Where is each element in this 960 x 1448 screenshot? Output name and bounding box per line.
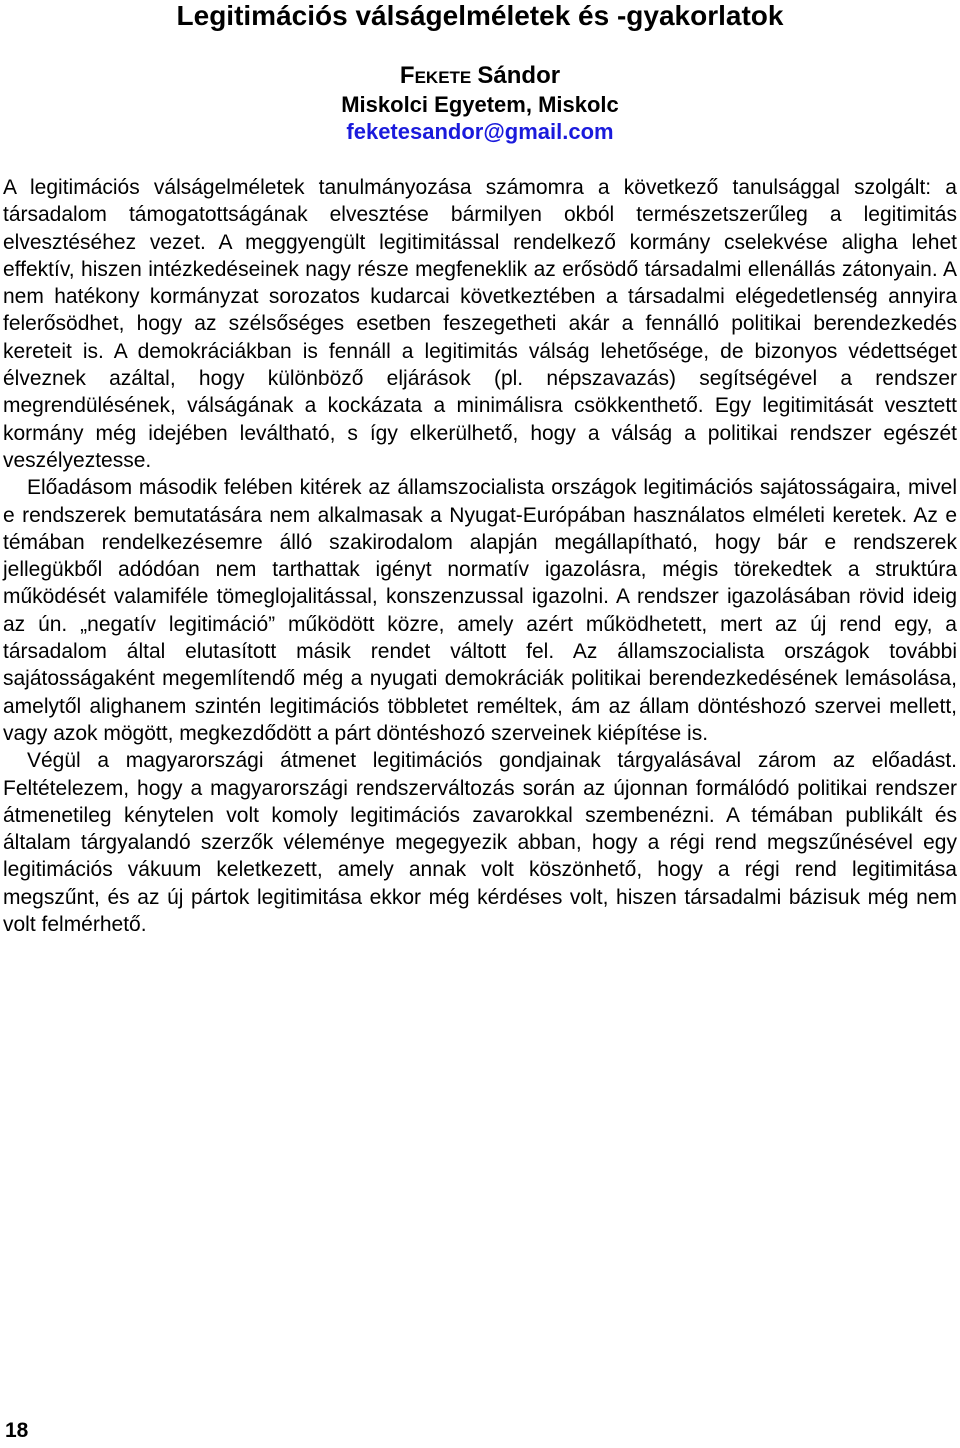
author-email-link[interactable]: feketesandor@gmail.com <box>346 119 614 144</box>
author-surname-rest: EKETE <box>414 68 472 87</box>
author-affiliation: Miskolci Egyetem, Miskolc <box>341 92 619 117</box>
abstract-body <box>3 174 957 938</box>
paragraph-1: A legitimációs válságelméletek tanulmányozása számomra a következő tanulsággal szolgált: a társadalom támogatottságának elvesztése bármilyen okból természetszerűleg a legitimitás elvesztéséhez vezet. A meggyengült legitimitással rendelkező kormány cselekvése aligha lehet effektív, hiszen intézkedéseinek nagy része megfeneklik az erősödő társadalmi ellenállás zátonyain. A nem hatékony kormányzat sorozatos kudarcai következtében a társadalmi elégedetlenség annyira felerősödhet, hogy az szélsőséges esetben feszegetheti akár a fennálló politikai berendezkedés kereteit is. A demokráciákban is fennáll a legitimitás válság lehetősége, de bizonyos védettséget élveznek azáltal, hogy különböző eljárások (pl. népszavazás) segítségével a rendszer megrendülésének, válságának a kockázata a minimálisra csökkenthető. Egy legitimitását vesztett kormány még idejében leváltható, s így elkerülhető, hogy a válság a politikai rendszer egészét veszélyeztesse. <box>3 176 957 472</box>
paragraph-2: Előadásom második felében kitérek az államszocialista országok legitimációs sajátosságaira, mivel e rendszerek bemutatására nem alkalmasak a Nyugat-Európában használatos elméleti keretek. Az e témában rendelkezésemre álló szakirodalom alapján megállapítható, hogy bár e rendszerek jellegükből adódóan nem tarthattak igényt normatív igazolásra, mégis törekedtek a struktúra működését valamiféle tömeglojalitással, konszenzussal igazolni. A rendszer igazolásában rövid ideig az ún. „negatív legitimáció” működött közre, amely azért működhetett, mert az új rend egy, a társadalom által elutasított másik rendet váltott fel. Az államszocialista országok további sajátosságaként megemlítendő még a nyugati demokráciák politikai berendezkedésének lemásolása, amelytől alighanem szintén legitimációs többletet reméltek, ám az állam döntéshozó szervei mellett, vagy azok mögött, megkezdődött a párt döntéshozó szerveinek kiépítése is. <box>3 476 957 745</box>
author-surname-initial: F <box>399 62 415 89</box>
author-name <box>0 62 960 91</box>
page-number: 18 <box>5 1419 29 1442</box>
author-given-name: Sándor <box>477 62 561 89</box>
author-block <box>0 62 960 145</box>
paragraph-3: Végül a magyarországi átmenet legitimációs gondjainak tárgyalásával zárom az előadást. Feltételezem, hogy a magyarországi rendszerváltozás során az újonnan formálódó politikai rendszer átmenetileg kénytelen volt komoly legitimációs zavarokkal szembenézni. A témában publikált és általam tárgyalandó szerzők véleménye megegyezik abban, hogy a régi rend megszűnésével egy legitimációs vákuum keletkezett, amely annak volt köszönhető, hogy a régi rend legitimitása megszűnt, és az új pártok legitimitása ekkor még kérdéses volt, hiszen társadalmi bázisuk még nem volt felmérhető. <box>3 749 957 937</box>
document-title: Legitimációs válságelméletek és -gyakorlatok <box>176 0 784 31</box>
